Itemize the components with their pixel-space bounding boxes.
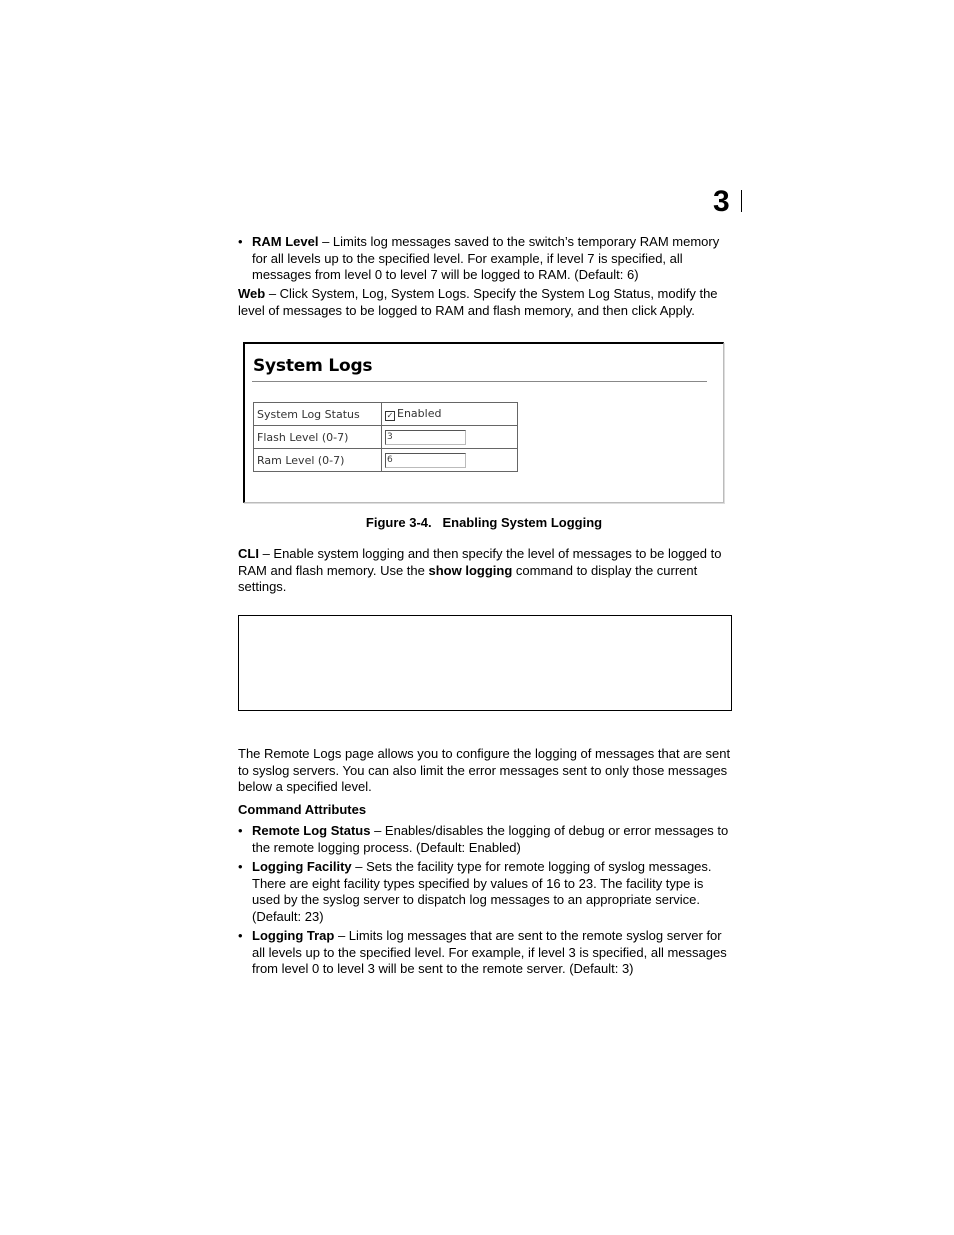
figure-caption: Figure 3-4. Enabling System Logging	[365, 515, 603, 530]
ram-level-desc: – Limits log messages saved to the switch’s temporary RAM memory for all levels up to the specified level. For example, if level 7 is specified, all messages from level 0 to level 7 will be logged to RAM. (Default: 6)	[252, 234, 720, 282]
cli-example-box	[238, 615, 732, 711]
system-log-status-label: System Log Status	[254, 403, 382, 426]
bullet-marker: •	[238, 823, 243, 838]
ram-level-cell	[382, 449, 518, 472]
system-logs-table	[253, 402, 518, 472]
system-logs-figure	[243, 342, 724, 503]
ram-level-item	[252, 234, 730, 284]
enabled-checkbox[interactable]: ✓	[386, 411, 394, 420]
logging-trap-term: Logging Trap	[252, 928, 335, 943]
web-term: Web	[238, 286, 266, 301]
cli-desc-2: command to display the current settings.	[238, 562, 698, 594]
logging-facility-desc: – Sets the facility type for remote logging of syslog messages. There are eight facility types specified by values of 16 to 23. The facility type is used by the syslog server to dispatch log messages to an appropriate service. (Default: 23)	[252, 859, 712, 924]
bullet-marker: •	[238, 234, 243, 249]
logging-trap-desc: – Limits log messages that are sent to the remote syslog server for all levels up to the specified level. For example, if level 3 is specified, all messages from level 0 to level 3 will be sent to the remote server. (Default: 3)	[252, 928, 727, 976]
table-row	[254, 449, 518, 472]
figure-title-rule	[252, 381, 707, 382]
flash-level-input[interactable]: 3	[385, 430, 466, 445]
cli-desc-1: – Enable system logging and then specify the level of messages to be logged to RAM and flash memory. Use the	[238, 546, 722, 578]
web-desc: – Click System, Log, System Logs. Specify the System Log Status, modify the level of messages to be logged to RAM and flash memory, and then click Apply.	[238, 286, 718, 318]
remote-log-status-term: Remote Log Status	[252, 823, 371, 838]
table-row	[254, 426, 518, 449]
remote-log-status-item	[252, 823, 732, 856]
bullet-marker: •	[238, 859, 243, 874]
table-row	[254, 403, 518, 426]
logging-facility-item	[252, 859, 732, 925]
chapter-divider	[741, 190, 742, 212]
remote-log-status-desc: – Enables/disables the logging of debug or error messages to the remote logging process. (Default: Enabled)	[252, 823, 729, 855]
flash-level-cell	[382, 426, 518, 449]
command-attributes-heading: Command Attributes	[238, 802, 367, 817]
cli-command: show logging	[428, 562, 513, 578]
remote-logs-intro: The Remote Logs page allows you to configure the logging of messages that are sent to syslog servers. You can also limit the error messages sent to only those messages below a specified level.	[238, 746, 731, 794]
web-instructions	[238, 286, 732, 319]
cli-term: CLI	[238, 546, 259, 561]
enabled-label: Enabled	[397, 407, 442, 420]
ram-level-term: RAM Level	[252, 234, 319, 249]
logging-facility-term: Logging Facility	[252, 859, 352, 874]
bullet-marker: •	[238, 928, 243, 943]
logging-trap-item	[252, 928, 732, 978]
system-log-status-cell	[382, 403, 518, 426]
chapter-number: 3	[713, 185, 730, 218]
ram-level-label: Ram Level (0-7)	[254, 449, 382, 472]
ram-level-input[interactable]: 6	[385, 453, 466, 468]
figure-title: System Logs	[253, 356, 373, 376]
cli-instructions	[238, 546, 732, 596]
flash-level-label: Flash Level (0-7)	[254, 426, 382, 449]
